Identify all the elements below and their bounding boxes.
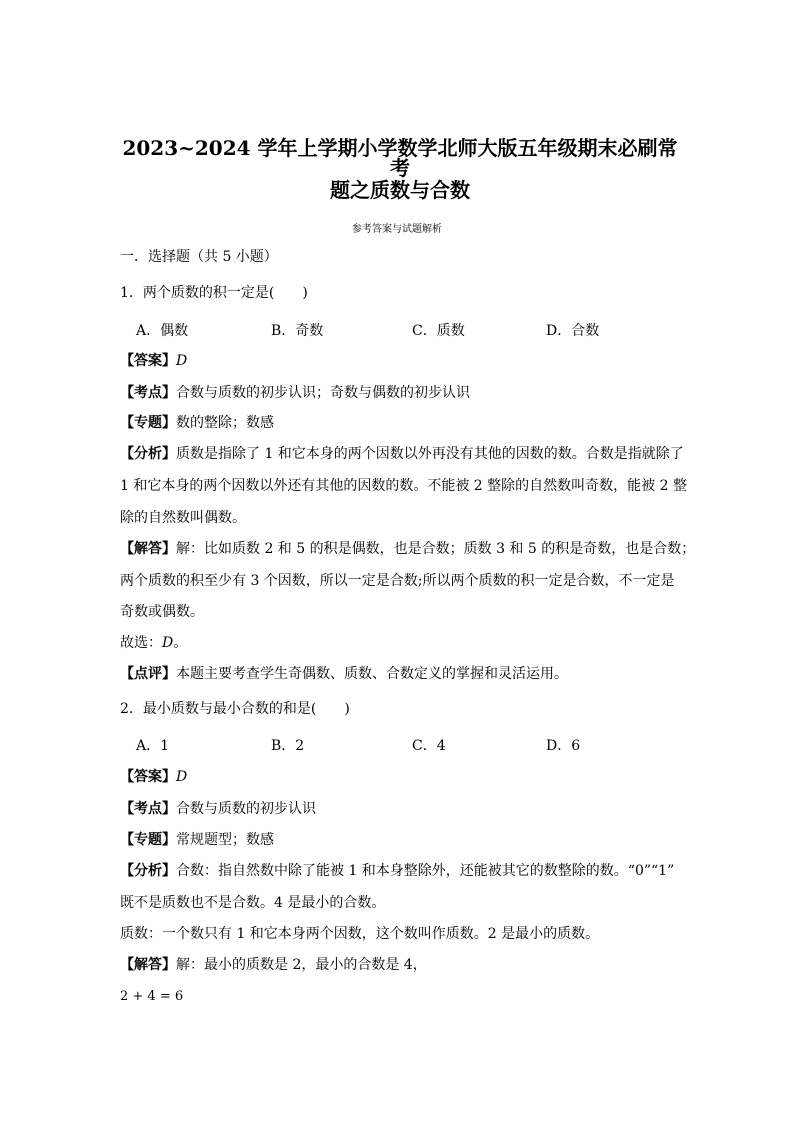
topic-tag: 【专题】 [120,415,176,431]
question-2-option-a: A．1 [136,738,170,754]
question-2-equation: 2 + 4 = 6 [120,989,184,1004]
analysis-tag: 【分析】 [120,446,176,462]
topic-text: 数的整除；数感 [176,415,274,431]
question-1-analysis-line3: 除的自然数叫偶数。 [120,510,246,526]
choice-suffix: 。 [173,635,188,651]
answer-value: D [176,769,188,785]
answer-tag: 【答案】 [120,769,176,785]
question-1-answer [120,354,187,368]
question-1-analysis-line1 [120,446,684,462]
question-2-option-c: C．4 [412,738,446,754]
section-heading: 一．选择题（共 5 小题） [120,249,278,265]
question-1-solution-line1 [120,541,696,557]
question-1-option-a: A．偶数 [136,323,189,339]
question-1-stem: 1．两个质数的积一定是( ) [120,285,308,301]
question-1-comment [120,667,568,681]
choice-prefix: 故选： [120,635,162,651]
question-1-solution-line3: 奇数或偶数。 [120,604,204,620]
solution-text: 解：最小的质数是 2，最小的合数是 4， [176,957,427,973]
question-2-point [120,802,316,816]
question-2-option-d: D．6 [546,738,581,754]
analysis-text: 合数：指自然数中除了能被 1 和本身整除外，还能被其它的数整除的数。“0”“1” [176,863,675,879]
point-tag: 【考点】 [120,801,176,817]
solution-tag: 【解答】 [120,541,176,557]
answer-tag: 【答案】 [120,353,176,369]
question-1-option-b: B．奇数 [271,323,324,339]
question-1-solution-line2: 两个质数的积至少有 3 个因数，所以一定是合数;所以两个质数的积一定是合数，不一定是 [120,573,675,589]
point-text: 合数与质数的初步认识 [176,801,316,817]
analysis-text: 质数是指除了 1 和它本身的两个因数以外再没有其他的因数的数。合数是指就除了 [176,446,684,462]
question-1-topic [120,416,274,430]
question-2-analysis-line3: 质数：一个数只有 1 和它本身两个因数，这个数叫作质数。2 是最小的质数。 [120,926,600,942]
question-2-solution-line1 [120,958,427,972]
answer-value: D [176,353,188,369]
question-2-stem: 2．最小质数与最小合数的和是( ) [120,701,350,717]
point-tag: 【考点】 [120,385,176,401]
question-2-topic [120,833,274,847]
analysis-tag: 【分析】 [120,863,176,879]
comment-tag: 【点评】 [120,666,176,682]
question-2-answer [120,770,187,784]
question-2-analysis-line2: 既不是质数也不是合数。4 是最小的合数。 [120,895,386,911]
solution-tag: 【解答】 [120,957,176,973]
solution-text: 解：比如质数 2 和 5 的积是偶数，也是合数；质数 3 和 5 的积是奇数，也是合数； [176,541,696,557]
question-1-option-d: D．合数 [546,323,600,339]
page-subtitle: 参考答案与试题解析 [352,224,442,235]
question-1-point [120,386,470,400]
question-2-option-b: B．2 [271,738,305,754]
question-1-option-c: C．质数 [412,323,465,339]
page-title-line2: 题之质数与合数 [330,178,470,202]
point-text: 合数与质数的初步认识；奇数与偶数的初步认识 [176,385,470,401]
comment-text: 本题主要考查学生奇偶数、质数、合数定义的掌握和灵活运用。 [176,666,568,682]
choice-value: D [162,635,174,651]
question-1-choice [120,636,187,650]
topic-tag: 【专题】 [120,832,176,848]
topic-text: 常规题型；数感 [176,832,274,848]
question-1-analysis-line2: 1 和它本身的两个因数以外还有其他的因数的数。不能被 2 整除的自然数叫奇数，能被 2 整 [120,478,687,494]
question-2-analysis-line1 [120,864,674,878]
page-title-line1: 2023~2024 学年上学期小学数学北师大版五年级期末必刷常考 [122,136,678,180]
